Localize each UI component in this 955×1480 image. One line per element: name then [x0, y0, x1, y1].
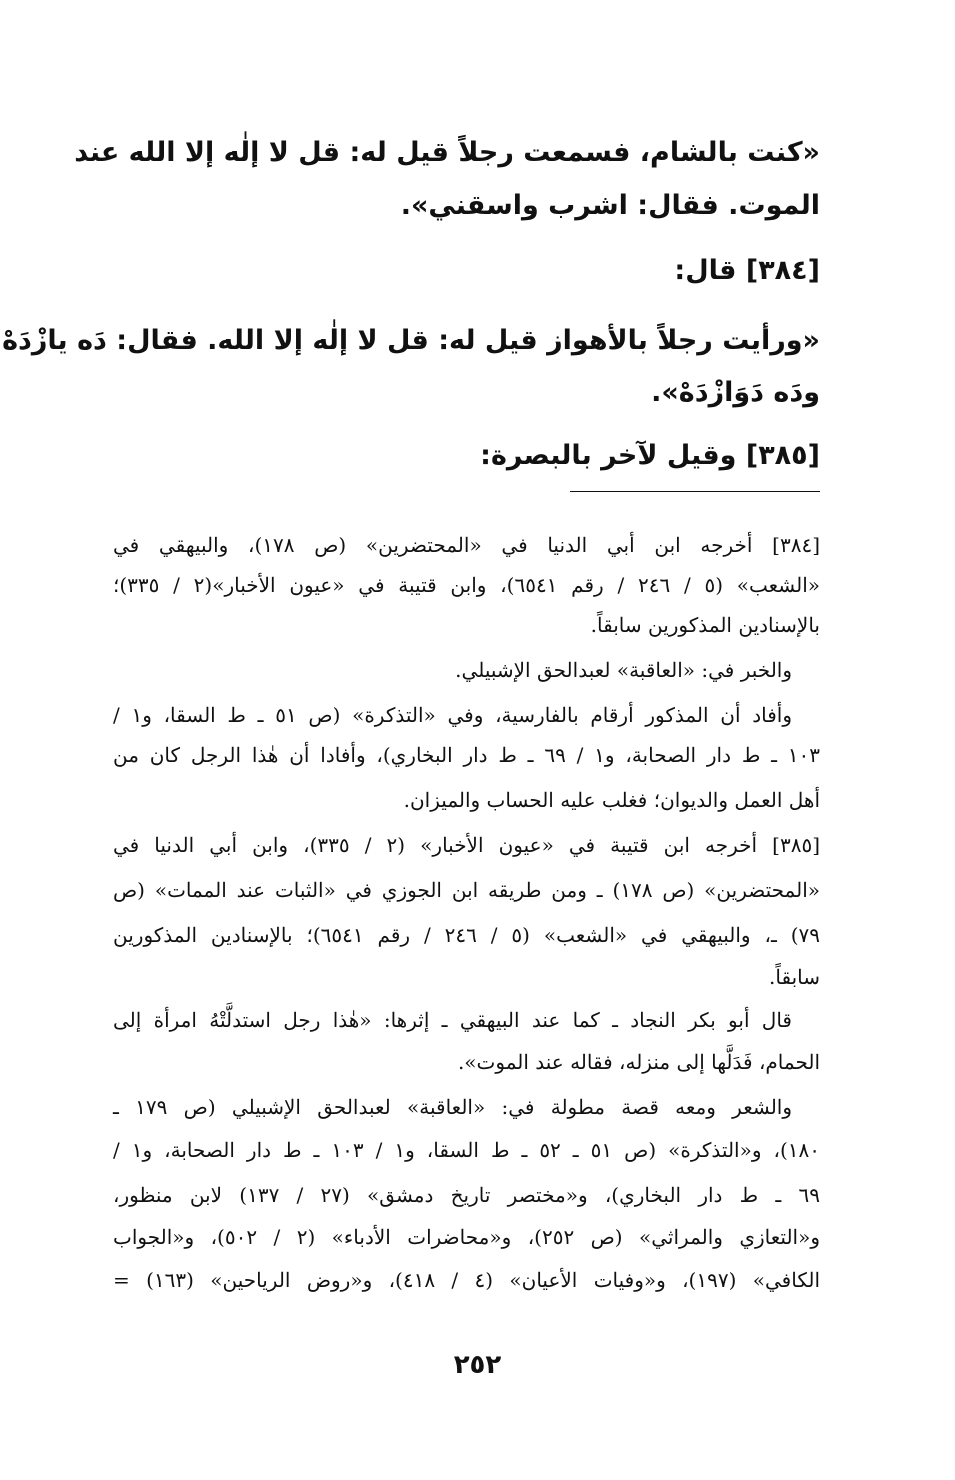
page-number: ٢٥٢	[453, 1350, 502, 1380]
main-text-line: [٣٨٥] وقيل لآخر بالبصرة:	[480, 440, 820, 471]
footnote-line: ١٨٠)، و«التذكرة» (ص ٥١ ـ ٥٢ ـ ط السقا، و١ / ١٠٣ ـ ط دار الصحابة، و١ /	[113, 1138, 820, 1162]
footnote-line: بالإسنادين المذكورين سابقاً.	[590, 613, 820, 637]
footnote-line: ٦٩ ـ ط دار البخاري)، و«مختصر تاريخ دمشق» (٢٧ / ١٣٧) لابن منظور،	[113, 1183, 820, 1207]
footnote-line: أهل العمل والديوان؛ فغلب عليه الحساب والميزان.	[403, 788, 820, 812]
footnote-line: و«التعازي والمراثي» (ص ٢٥٢)، و«محاضرات الأدباء» (٢ / ٥٠٢)، و«الجواب	[113, 1225, 821, 1249]
footnote-line: «الشعب» (٥ / ٢٤٦ / رقم ٦٥٤١)، وابن قتيبة في «عيون الأخبار»(٢ / ٣٣٥)؛	[113, 573, 821, 597]
footnote-line: والشعر ومعه قصة مطولة في: «العاقبة» لعبدالحق الإشبيلي (ص ١٧٩ ـ	[113, 1095, 793, 1119]
main-text-line: ودَه دَوَازْدَهْ».	[651, 377, 820, 408]
footnote-line: «المحتضرين» (ص ١٧٨) ـ ومن طريقه ابن الجوزي في «الثبات عند الممات» (ص	[113, 878, 820, 902]
footnote-line: الكافي» (١٩٧)، و«وفيات الأعيان» (٤ / ٤١٨)، و«روض الرياحين» (١٦٣) =	[113, 1268, 821, 1292]
main-text-line: «ورأيت رجلاً بالأهواز قيل له: قل لا إلٰه إلا الله. فقال: دَه يازْدَهْ	[2, 325, 820, 356]
footnote-line: قال أبو بكر النجاد ـ كما عند البيهقي ـ إثرها: «هٰذا رجل استدلَّتْهُ امرأة إلى	[113, 1008, 792, 1032]
footnote-line: [٣٨٤] أخرجه ابن أبي الدنيا في «المحتضرين» (ص ١٧٨)، والبيهقي في	[113, 533, 821, 557]
main-text-line: الموت. فقال: اشرب واسقني».	[400, 190, 820, 221]
main-text-line: [٣٨٤] قال:	[674, 255, 820, 286]
footnote-line: والخبر في: «العاقبة» لعبدالحق الإشبيلي.	[455, 658, 792, 682]
footnote-separator	[570, 491, 820, 492]
footnote-line: وأفاد أن المذكور أرقام بالفارسية، وفي «التذكرة» (ص ٥١ ـ ط السقا، و١ /	[113, 703, 792, 727]
footnote-line: [٣٨٥] أخرجه ابن قتيبة في «عيون الأخبار» (٢ / ٣٣٥)، وابن أبي الدنيا في	[113, 833, 821, 857]
footnote-line: ٧٩) ـ، والبيهقي في «الشعب» (٥ / ٢٤٦ / رقم ٦٥٤١)؛ بالإسنادين المذكورين	[113, 923, 820, 947]
footnote-line: سابقاً.	[769, 965, 820, 989]
main-text-line: «كنت بالشام، فسمعت رجلاً قيل له: قل لا إلٰه إلا الله عند	[74, 137, 820, 168]
footnote-line: الحمام، فَدَلَّها إلى منزله، فقاله عند الموت».	[457, 1050, 820, 1074]
footnote-line: ١٠٣ ـ ط دار الصحابة، و١ / ٦٩ ـ ط دار البخاري)، وأفادا أن هٰذا الرجل كان من	[113, 743, 821, 767]
